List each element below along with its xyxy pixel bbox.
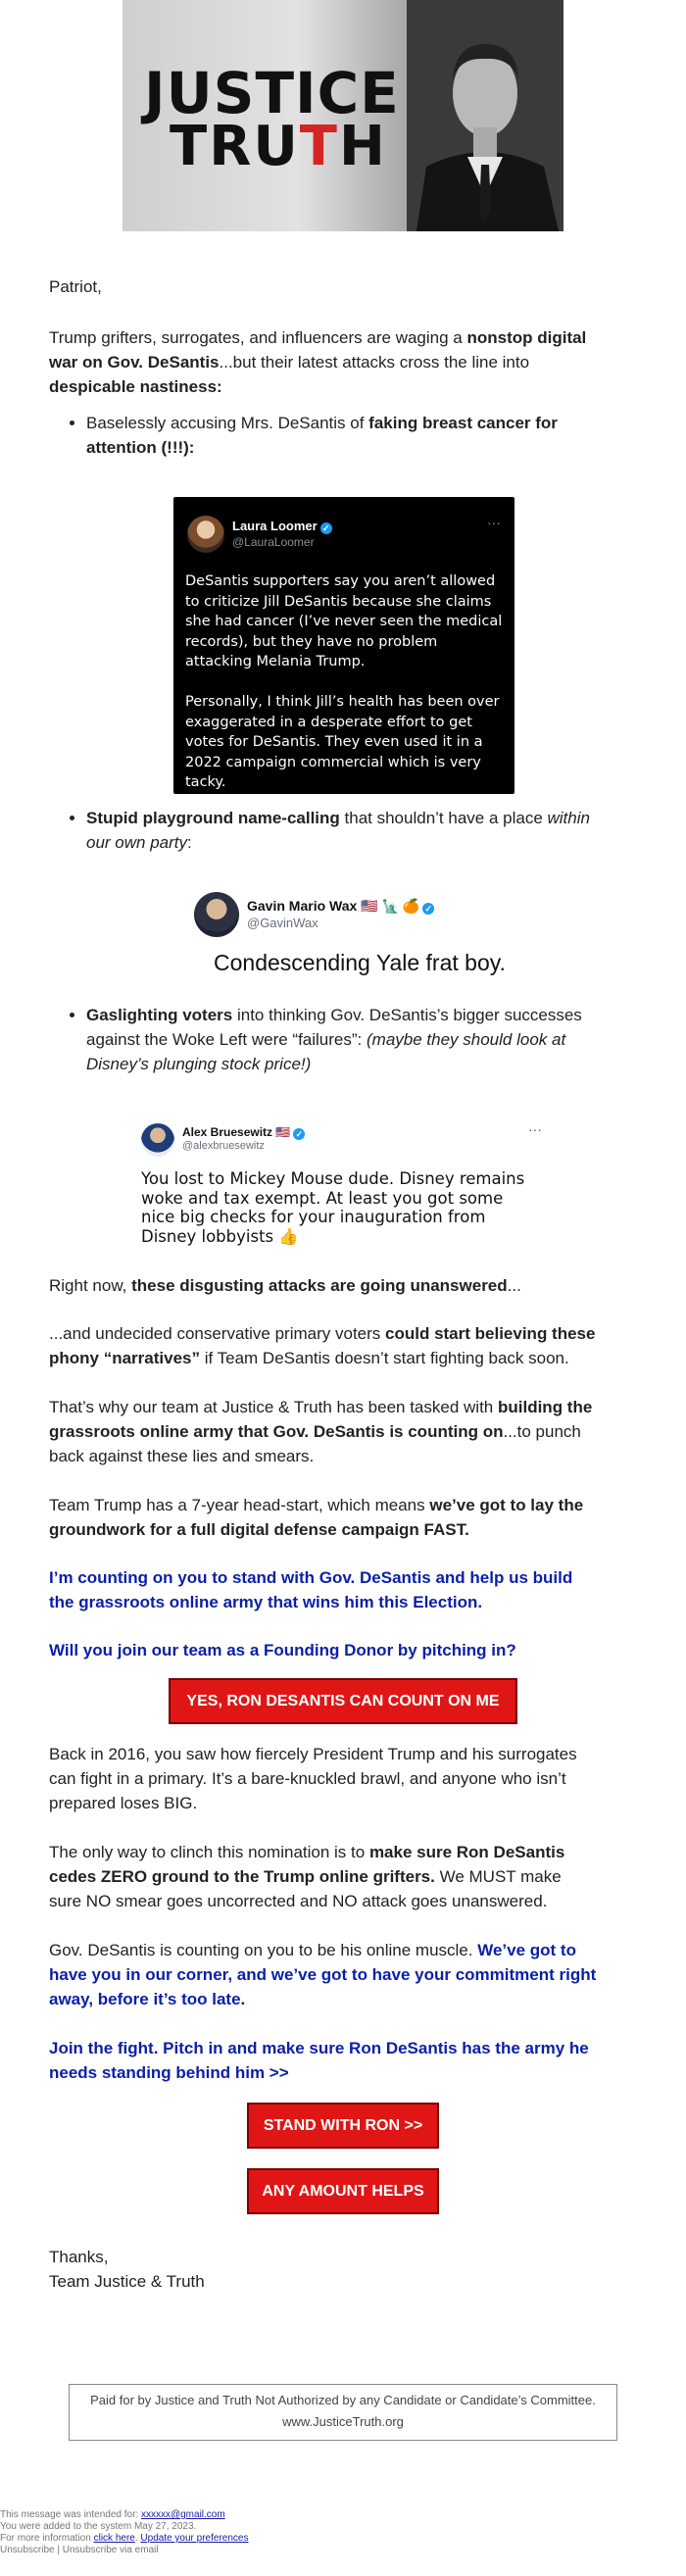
verified-badge-icon: ✓	[320, 522, 332, 534]
intended-for-line: This message was intended for: xxxxxx@gmail.com	[0, 2509, 225, 2520]
avatar	[141, 1123, 174, 1157]
paragraph-attacks-unanswered: Right now, these disgusting attacks are going unanswered...	[49, 1276, 521, 1295]
verified-badge-icon: ✓	[293, 1128, 305, 1140]
unsubscribe-line: Unsubscribe | Unsubscribe via email	[0, 2545, 159, 2555]
tweet-card-gavin-wax	[194, 892, 508, 986]
paragraph-zero-ground: The only way to clinch this nomination is to make sure Ron DeSantis cedes ZERO ground to the Trump online grifters. We MUST make sure NO smear goes uncorrected and NO attack goes unanswered.	[49, 1843, 565, 1910]
tweet-author-name: Alex Bruesewitz 🇺🇸 ✓	[182, 1125, 305, 1140]
signoff-thanks: Thanks,	[49, 2248, 109, 2266]
recipient-email-link[interactable]: xxxxxx@gmail.com	[140, 2509, 225, 2520]
update-preferences-link[interactable]: Update your preferences	[140, 2533, 249, 2544]
more-options-icon: ···	[487, 515, 501, 530]
paragraph-head-start: Team Trump has a 7-year head-start, which means we’ve got to lay the groundwork for a full digital defense campaign FAST.	[49, 1496, 584, 1539]
tweet-author-name: Gavin Mario Wax 🇺🇸 🗽 🍊 ✓	[247, 898, 434, 915]
paragraph-join-the-fight: Join the fight. Pitch in and make sure Ron DeSantis has the army he needs standing behind him >>	[49, 2039, 589, 2082]
click-here-link[interactable]: click here	[93, 2533, 135, 2544]
stand-with-ron-button[interactable]: STAND WITH RON >>	[247, 2103, 439, 2149]
tweet-text: Condescending Yale frat boy.	[214, 950, 506, 975]
bullet-item: • Stupid playground name-calling that shouldn’t have a place within our own party:	[86, 806, 598, 855]
bullet-item: • Gaslighting voters into thinking Gov. DeSantis’s bigger successes against the Woke Left were “failures”: (maybe they should look at Disney’s plunging stock price!)	[86, 1003, 598, 1076]
count-on-me-button[interactable]: YES, RON DESANTIS CAN COUNT ON ME	[169, 1678, 517, 1724]
more-options-icon: ···	[528, 1121, 542, 1137]
logo-line-2: TRUTH	[170, 115, 387, 178]
bullet-list-1	[49, 411, 598, 460]
paragraph-2016-primary: Back in 2016, you saw how fiercely President Trump and his surrogates can fight in a primary. It’s a bare-knuckled brawl, and anyone who isn’t prepared loses BIG.	[49, 1745, 577, 1812]
paragraph-grassroots-army: That’s why our team at Justice & Truth has been tasked with building the grassroots online army that Gov. DeSantis is counting on...to punch back against these lies and smears.	[49, 1398, 593, 1465]
paragraph-online-muscle: Gov. DeSantis is counting on you to be his online muscle. We’ve got to have you in our corner, and we’ve got to have your commitment right away, before it’s too late.	[49, 1941, 597, 2008]
added-date-line: You were added to the system May 27, 2023.	[0, 2521, 197, 2532]
bullet-item: • Baselessly accusing Mrs. DeSantis of faking breast cancer for attention (!!!):	[86, 411, 598, 460]
header-banner	[122, 0, 564, 231]
intro-paragraph: Trump grifters, surrogates, and influencers are waging a nonstop digital war on Gov. DeSantis...but their latest attacks cross the line into despicable nastiness:	[49, 328, 587, 396]
tweet-handle: @GavinWax	[247, 916, 318, 930]
more-info-line: For more information click here. Update your preferences	[0, 2533, 249, 2544]
tweet-handle: @alexbruesewitz	[182, 1140, 265, 1152]
logo-line-1: JUSTICE	[144, 60, 400, 126]
signoff-team: Team Justice & Truth	[49, 2272, 205, 2291]
tweet-handle: @LauraLoomer	[232, 535, 315, 549]
tweet-card-alex-bruesewitz	[135, 1112, 552, 1249]
logo-arrow-letter: T	[299, 115, 339, 178]
greeting: Patriot,	[49, 277, 102, 296]
unsubscribe-link[interactable]: Unsubscribe	[0, 2545, 55, 2555]
disclaimer-text: Paid for by Justice and Truth Not Authorized by any Candidate or Candidate’s Committee.	[90, 2393, 596, 2407]
website-url: www.JusticeTruth.org	[282, 2414, 404, 2429]
verified-badge-icon: ✓	[422, 903, 434, 915]
tweet-card-laura-loomer	[173, 497, 514, 794]
bullet-list-3	[49, 1003, 598, 1076]
unsubscribe-email-link[interactable]: Unsubscribe via email	[62, 2545, 159, 2555]
paragraph-undecided-voters: ...and undecided conservative primary voters could start believing these phony “narratives” if Team DeSantis doesn’t start fighting back soon.	[49, 1324, 596, 1367]
email-footer	[0, 2509, 686, 2556]
avatar	[194, 892, 239, 937]
tweet-text: DeSantis supporters say you aren’t allowed to criticize Jill DeSantis because she claims she had cancer (I’ve never seen the medical records), but they have no problem attacking Melania Trump. Personally, I think Jill’s health has been over exaggerated in a desperate effort to get votes for DeSantis. They even used it in a 2022 campaign commercial which is very tacky.	[185, 573, 503, 790]
any-amount-helps-button[interactable]: ANY AMOUNT HELPS	[247, 2168, 439, 2214]
paid-for-disclaimer	[69, 2384, 617, 2441]
paragraph-founding-donor: Will you join our team as a Founding Donor by pitching in?	[49, 1641, 516, 1660]
portrait-photo	[407, 0, 564, 231]
avatar	[187, 516, 224, 553]
bullet-list-2	[49, 806, 598, 855]
tweet-author-name: Laura Loomer ✓	[232, 519, 332, 534]
tweet-text: You lost to Mickey Mouse dude. Disney remains woke and tax exempt. At least you got some nice big checks for your inauguration from Disney lobbyists 👍	[141, 1169, 525, 1246]
paragraph-counting-on-you: I’m counting on you to stand with Gov. DeSantis and help us build the grassroots online army that wins him this Election.	[49, 1568, 573, 1611]
